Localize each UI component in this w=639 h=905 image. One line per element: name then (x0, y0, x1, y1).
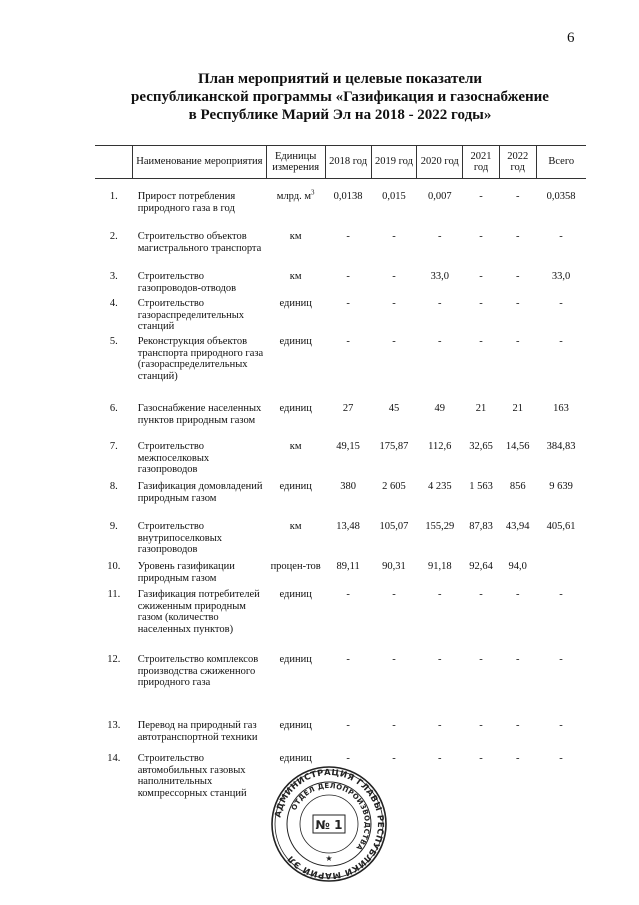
value-2022: - (515, 336, 520, 347)
value-2022: 94,0 (508, 561, 527, 572)
row-unit (266, 188, 325, 231)
row-name: Газификация потребителей сжиженным природным газом (количество населенных пунктов) (137, 589, 260, 635)
table-row (95, 298, 586, 336)
value-2019: - (392, 720, 396, 731)
value-total (536, 561, 586, 589)
seal-number: № 1 (315, 818, 343, 832)
row-number: 10. (107, 561, 121, 572)
value-2021: 21 (475, 403, 487, 414)
page-number: 6 (567, 30, 575, 46)
row-unit-label: единиц (279, 654, 312, 665)
table-row (95, 336, 586, 403)
value-total: - (559, 753, 563, 764)
value-2020: - (438, 654, 442, 665)
value-2020: 0,007 (427, 191, 452, 202)
row-name: Строительство газораспределительных станций (137, 298, 245, 332)
header-2022: 2022 год (499, 146, 536, 179)
table-row (95, 561, 586, 589)
value-total: 33,0 (551, 271, 571, 282)
row-number: 2. (109, 231, 118, 242)
value-total: 384,83 (546, 441, 576, 452)
value-2018: 380 (340, 481, 356, 492)
header-unit: Единицы измерения (266, 146, 325, 179)
row-unit-label: единиц (279, 720, 312, 731)
value-2021: 1 563 (469, 481, 493, 492)
row-unit-label: единиц (279, 753, 312, 764)
value-total: 163 (553, 403, 569, 414)
value-2022: 43,94 (505, 521, 530, 532)
value-total: - (559, 336, 563, 347)
row-unit-label: единиц (279, 336, 312, 347)
value-total: - (559, 298, 563, 309)
header-total: Всего (536, 146, 586, 179)
value-2019: - (392, 654, 396, 665)
header-num (95, 146, 133, 179)
header-name: Наименование мероприятия (133, 146, 266, 179)
value-2018: - (346, 720, 350, 731)
row-name: Реконструкция объектов транспорта природного газа (газораспределительных станций) (137, 336, 264, 382)
value-2018: - (346, 298, 350, 309)
value-total: - (559, 589, 563, 600)
row-unit-label: единиц (279, 298, 312, 309)
value-2018: - (346, 231, 350, 242)
table-row (95, 403, 586, 441)
value-2019: - (392, 336, 396, 347)
value-2021: - (479, 231, 483, 242)
row-unit-label: единиц (279, 481, 312, 492)
value-2020: 4 235 (427, 481, 452, 492)
table-body (95, 188, 586, 803)
row-unit-label: единиц (279, 589, 312, 600)
value-2021: 87,83 (469, 521, 493, 532)
value-2022: - (515, 271, 520, 282)
table-row (95, 441, 586, 481)
value-2020: - (438, 589, 442, 600)
row-unit (266, 298, 325, 336)
row-number: 6. (109, 403, 118, 414)
value-2018: - (346, 589, 350, 600)
row-unit (266, 481, 325, 521)
header-2018: 2018 год (325, 146, 371, 179)
seal-star-icon: ★ (325, 854, 333, 863)
row-unit (266, 271, 325, 298)
table-row (95, 481, 586, 521)
value-2019: 2 605 (382, 481, 406, 492)
row-name: Строительство автомобильных газовых наполнительных компрессорных станций (137, 753, 247, 799)
row-unit (266, 231, 325, 271)
row-unit (266, 720, 325, 753)
value-2019: 0,015 (382, 191, 406, 202)
value-2021: - (479, 720, 483, 731)
value-2020: 155,29 (425, 521, 455, 532)
value-total: 9 639 (549, 481, 573, 492)
value-2021: 92,64 (469, 561, 493, 572)
table-row (95, 654, 586, 720)
value-2018: 49,15 (336, 441, 360, 452)
value-2019: - (392, 753, 396, 764)
title-line-2: республиканской программы «Газификация и газоснабжение (131, 89, 549, 105)
row-unit (266, 336, 325, 403)
header-2019: 2019 год (371, 146, 417, 179)
table-row (95, 720, 586, 753)
value-2018: - (346, 336, 350, 347)
row-number: 8. (109, 481, 118, 492)
table-row (95, 231, 586, 271)
row-name: Строительство газопроводов-отводов (137, 271, 237, 294)
value-2019: 175,87 (379, 441, 409, 452)
table-header-row (95, 146, 586, 179)
row-unit (266, 441, 325, 481)
value-2020: 91,18 (427, 561, 452, 572)
value-2019: 45 (388, 403, 400, 414)
row-number: 12. (107, 654, 121, 665)
value-2022: 856 (509, 481, 526, 492)
value-2018: - (346, 753, 350, 764)
row-unit-superscript: 3 (311, 188, 315, 197)
value-total: - (559, 720, 563, 731)
row-unit-label: единиц (279, 403, 312, 414)
value-2018: 0,0138 (333, 191, 363, 202)
row-name: Строительство межпоселковых газопроводов (137, 441, 210, 475)
row-number: 3. (109, 271, 118, 282)
row-number: 14. (107, 753, 121, 764)
value-2021: - (479, 191, 483, 202)
value-2018: 27 (342, 403, 354, 414)
value-2021: - (479, 336, 483, 347)
value-2021: - (479, 589, 483, 600)
value-total: - (559, 654, 563, 665)
value-2020: - (438, 231, 442, 242)
row-number: 4. (109, 298, 118, 309)
row-unit-label: млрд. м (276, 191, 312, 202)
row-name: Строительство объектов магистрального транспорта (137, 231, 262, 254)
seal-stamp (270, 765, 388, 883)
row-name: Уровень газификации природным газом (137, 561, 235, 584)
row-unit (266, 403, 325, 441)
value-2019: - (392, 298, 396, 309)
value-2020: - (438, 720, 442, 731)
row-unit-label: км (289, 521, 302, 532)
value-2021: - (479, 654, 483, 665)
value-total: 0,0358 (546, 191, 576, 202)
value-2022: - (515, 298, 520, 309)
seal-inner-text: ОТДЕЛ ДЕЛОПРОИЗВОДСТВА (290, 781, 372, 852)
value-2022: - (515, 589, 520, 600)
row-name: Перевод на природный газ автотранспортной техники (137, 720, 258, 743)
value-2020: - (438, 753, 442, 764)
row-number: 7. (109, 441, 118, 452)
value-2020: 112,6 (428, 441, 452, 452)
row-name: Строительство комплексов производства сжиженного природного газа (137, 654, 259, 688)
table-row (95, 589, 586, 654)
value-2018: - (346, 271, 350, 282)
value-2020: - (438, 298, 442, 309)
value-2022: - (515, 191, 520, 202)
header-2020: 2020 год (417, 146, 463, 179)
plan-table (95, 145, 586, 803)
row-number: 13. (107, 720, 121, 731)
value-2022: 14,56 (505, 441, 530, 452)
value-2020: 49 (434, 403, 446, 414)
row-unit-label: км (289, 441, 302, 452)
value-2018: 13,48 (336, 521, 360, 532)
row-name: Газоснабжение населенных пунктов природным газом (137, 403, 262, 426)
table-row (95, 271, 586, 298)
value-2021: - (479, 271, 483, 282)
seal-outer-text: АДМИНИСТРАЦИЯ ГЛАВЫ РЕСПУБЛИКИ МАРИЙ ЭЛ (273, 767, 386, 881)
row-unit (266, 521, 325, 561)
row-unit-label: км (289, 271, 302, 282)
value-2018: - (346, 654, 350, 665)
value-2022: - (515, 720, 520, 731)
row-unit-label: км (289, 231, 302, 242)
value-total: 405,61 (546, 521, 576, 532)
svg-text:ОТДЕЛ ДЕЛОПРОИЗВОДСТВА (290, 782, 371, 852)
row-name: Газификация домовладений природным газом (137, 481, 263, 504)
row-number: 1. (109, 191, 118, 202)
row-number: 9. (109, 521, 118, 532)
value-2020: 33,0 (430, 271, 449, 282)
value-2019: 105,07 (379, 521, 409, 532)
value-2018: 89,11 (336, 561, 360, 572)
row-name: Строительство внутрипоселковых газопроводов (137, 521, 223, 555)
row-unit (266, 589, 325, 654)
value-2022: 21 (512, 403, 523, 414)
value-2022: - (515, 231, 520, 242)
value-2020: - (438, 336, 442, 347)
value-2021: 32,65 (469, 441, 493, 452)
value-2021: - (479, 298, 483, 309)
table-row (95, 191, 586, 231)
value-2022: - (515, 753, 520, 764)
row-unit (266, 654, 325, 720)
row-unit-label: процен-тов (270, 561, 321, 572)
value-2019: 90,31 (382, 561, 406, 572)
row-number: 5. (109, 336, 118, 347)
title-line-3: в Республике Марий Эл на 2018 - 2022 годы» (188, 107, 492, 123)
row-unit (266, 561, 325, 589)
document-title (100, 70, 580, 124)
row-name: Прирост потребления природного газа в год (137, 191, 236, 214)
table-row (95, 521, 586, 561)
row-number: 11. (107, 589, 121, 600)
value-2019: - (392, 271, 396, 282)
value-2022: - (515, 654, 520, 665)
title-line-1: План мероприятий и целевые показатели (197, 71, 483, 87)
value-total: - (559, 231, 563, 242)
value-2021: - (479, 753, 483, 764)
value-2019: - (392, 589, 396, 600)
value-2019: - (392, 231, 396, 242)
header-2021: 2021 год (463, 146, 500, 179)
